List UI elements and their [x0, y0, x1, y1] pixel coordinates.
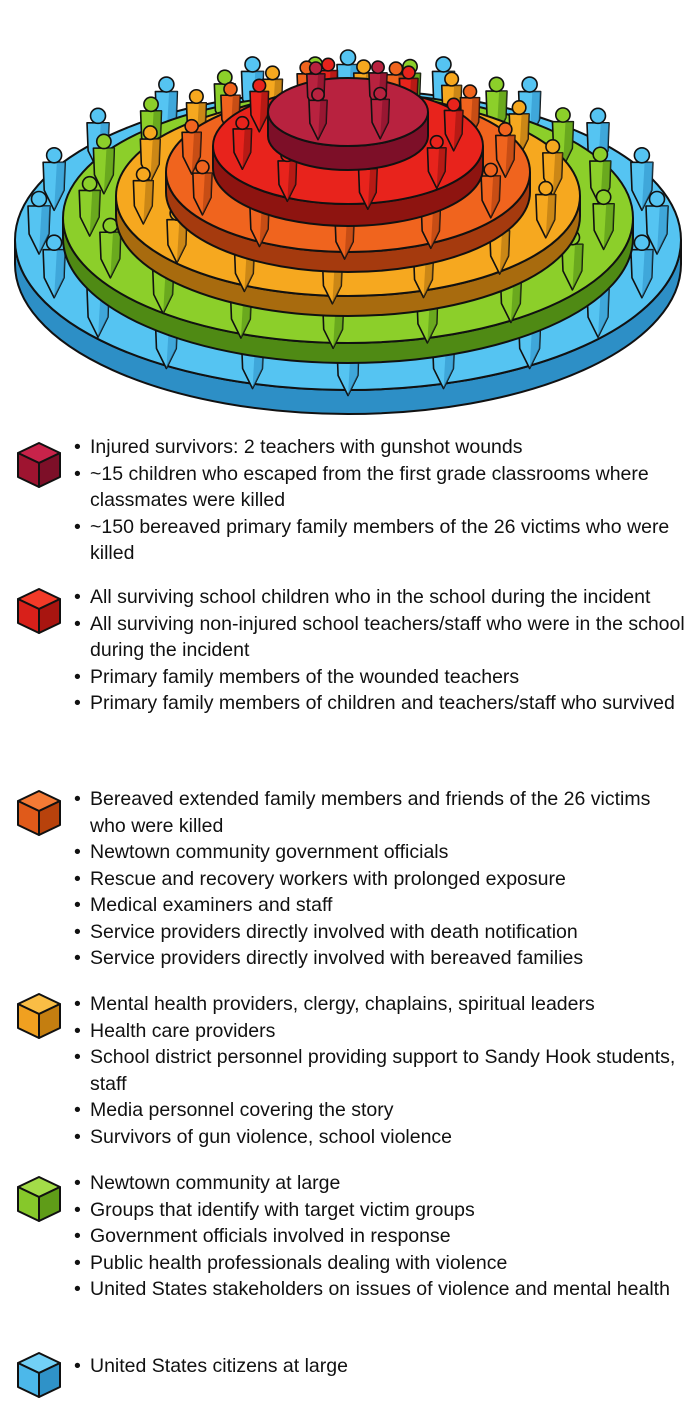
legend-items [74, 786, 690, 972]
legend-items [74, 991, 690, 1150]
amber-cube-icon [14, 991, 64, 1041]
legend-item: • Primary family members of children and teachers/staff who survived [74, 690, 690, 717]
legend-item: • Newtown community at large [74, 1170, 690, 1197]
ring-top-darkred [268, 78, 428, 146]
legend-item: • Bereaved extended family members and friends of the 26 victims who were killed [74, 786, 690, 839]
legend-item: • Mental health providers, clergy, chaplains, spiritual leaders [74, 991, 690, 1018]
legend-item: • All surviving school children who in the school during the incident [74, 584, 690, 611]
red-cube-icon [14, 586, 64, 636]
legend-item: • Medical examiners and staff [74, 892, 690, 919]
legend-item: • United States citizens at large [74, 1353, 690, 1380]
legend-item: • Public health professionals dealing with violence [74, 1250, 690, 1277]
legend-item: • All surviving non-injured school teachers/staff who were in the school during the incident [74, 611, 690, 664]
legend-item: • Service providers directly involved with bereaved families [74, 945, 690, 972]
legend-item: • School district personnel providing support to Sandy Hook students, staff [74, 1044, 690, 1097]
legend-items [74, 434, 690, 567]
legend-item: • Injured survivors: 2 teachers with gunshot wounds [74, 434, 690, 461]
legend-item: • Survivors of gun violence, school violence [74, 1124, 690, 1151]
legend-item: • ~15 children who escaped from the first grade classrooms where classmates were killed [74, 461, 690, 514]
dark-red-cube-icon [14, 440, 64, 490]
green-cube-icon [14, 1174, 64, 1224]
legend-item: • Media personnel covering the story [74, 1097, 690, 1124]
blue-cube-icon [14, 1350, 64, 1400]
legend-item: • Groups that identify with target victim groups [74, 1197, 690, 1224]
legend-items [74, 1353, 690, 1380]
legend-item: • Newtown community government officials [74, 839, 690, 866]
legend-item: • Rescue and recovery workers with prolonged exposure [74, 866, 690, 893]
legend-items [74, 1170, 690, 1303]
concentric-rings-diagram [0, 0, 700, 420]
legend-item: • ~150 bereaved primary family members of the 26 victims who were killed [74, 514, 690, 567]
legend-item: • Service providers directly involved with death notification [74, 919, 690, 946]
orange-cube-icon [14, 788, 64, 838]
legend-item: • Government officials involved in response [74, 1223, 690, 1250]
legend-item: • Primary family members of the wounded teachers [74, 664, 690, 691]
legend-item: • United States stakeholders on issues of violence and mental health [74, 1276, 690, 1303]
legend-items [74, 584, 690, 717]
legend-item: • Health care providers [74, 1018, 690, 1045]
